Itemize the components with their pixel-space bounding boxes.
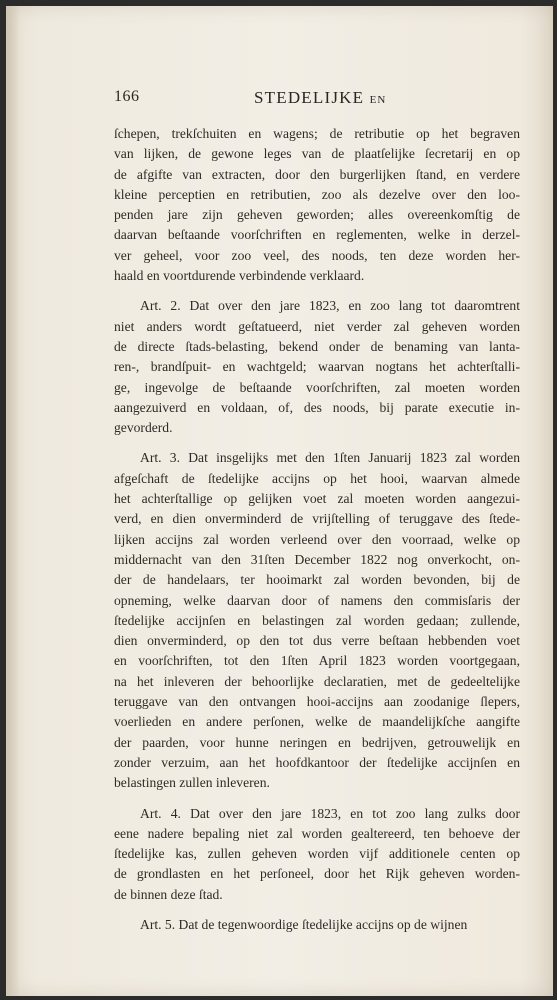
paragraph <box>114 804 520 905</box>
text-line: haald en voortdurende verbindende verklaard. <box>114 268 365 284</box>
page-gutter-shadow <box>6 6 20 996</box>
text-line: de binnen deze ſtad. <box>114 886 223 902</box>
paragraph-gap <box>114 286 520 296</box>
text-line: Art. 5. Dat de tegenwoordige ſtedelijke accijns op de wijnen <box>140 916 468 932</box>
page-header <box>114 88 494 110</box>
text-line: belastingen zullen inleveren. <box>114 775 270 791</box>
text-line: der paarden, voor hunne neringen en bedrijven, getrouwelijk en <box>114 734 520 750</box>
text-line: Art. 4. Dat over den jare 1823, en tot zoo lang zulks door <box>140 805 520 821</box>
text-line: kleine perceptien en retributien, zoo als dezelve over den loo- <box>114 186 520 202</box>
text-line: opneming, welke daarvan door of namens den commisſaris der <box>114 592 520 608</box>
text-line: de afgifte van extracten, door den burgerlijken ſtand, en verdere <box>114 166 520 182</box>
text-line: na het inleveren der behoorlijke declaratien, met de gedeeltelijke <box>114 673 520 689</box>
text-line: lijken accijns zal worden verleend over den voorraad, welke op <box>114 531 520 547</box>
paragraph <box>114 915 520 935</box>
text-line: penden jare zijn geheven geworden; alles overeenkomſtig de <box>114 207 520 223</box>
paragraph-gap <box>114 905 520 915</box>
text-line: afgeſchaft de ſtedelijke accijns op het hooi, waarvan almede <box>114 470 520 486</box>
text-line: niet anders wordt geſtatueerd, niet verder zal geheven worden <box>114 318 520 334</box>
text-line: verd, en dien onverminderd de vrijſtelling of teruggave des ſtede- <box>114 511 520 527</box>
paragraph-gap <box>114 438 520 448</box>
text-line: ren-, brandſpuit- en wachtgeld; waarvan nogtans het achterſtalli- <box>114 359 520 375</box>
text-line: teruggave van den ontvangen hooi-accijns aan zoodanige ſlepers, <box>114 694 520 710</box>
text-line: en voorſchriften, tot den 1ſten April 1823 worden voortgegaan, <box>114 653 520 669</box>
paragraph <box>114 448 520 793</box>
text-line: der de handelaars, ter hooimarkt zal worden bevonden, bij de <box>114 572 520 588</box>
text-line: de directe ſtads-belasting, bekend onder de benaming van lanta- <box>114 338 520 354</box>
paragraph <box>114 296 520 438</box>
paragraph <box>114 124 520 286</box>
text-line: de grondlasten en het perſoneel, door het Rijk geheven worden- <box>114 866 520 882</box>
text-line: ſchepen, trekſchuiten en wagens; de retributie op het begraven <box>114 126 520 141</box>
text-line: van lijken, de gewone leges van de plaatſelijke ſecretarij en op <box>114 146 520 162</box>
paragraph-gap <box>114 794 520 804</box>
running-title <box>254 88 386 108</box>
text-line: dien onverminderd, op den tot dus verre beſtaan hebbenden voet <box>114 633 520 649</box>
text-line: Art. 2. Dat over den jare 1823, en zoo lang tot daaromtrent <box>140 298 520 314</box>
text-line: ge, ingevolge de beſtaande voorſchriften, zal moeten worden <box>114 379 520 395</box>
text-line: ſtedelijke kas, zullen geheven worden vijf additionele centen op <box>114 846 520 862</box>
text-line: middernacht van den 31ſten December 1822 nog onverkocht, on- <box>114 551 520 567</box>
text-line: voerlieden en andere perſonen, welke de maandelijkſche aangifte <box>114 714 520 730</box>
text-line: ver geheel, voor zoo veel, des noods, ten deze worden her- <box>114 247 520 263</box>
text-line: eene nadere bepaling niet zal worden gealtereerd, ten behoeve der <box>114 825 520 841</box>
text-line: gevorderd. <box>114 420 173 436</box>
text-line: aangezuiverd en voldaan, of, des noods, bij parate executie in- <box>114 399 520 415</box>
page-number: 166 <box>114 88 140 105</box>
running-title-small: EN <box>369 94 387 106</box>
text-line: ſtedelijke accijnſen en belastingen zal worden gedaan; zullende, <box>114 612 520 628</box>
page-body-text <box>114 124 520 935</box>
book-page <box>6 6 553 996</box>
text-line: daarvan beſtaande voorſchriften en reglementen, welke in derzel- <box>114 227 520 243</box>
running-title-main: STEDELIJKE <box>254 88 365 107</box>
text-line: zonder verzuim, aan het hoofdkantoor der ſtedelijke accijnſen en <box>114 754 520 770</box>
text-line: het achterſtallige op gelijken voet zal moeten worden aangezui- <box>114 491 520 507</box>
text-line: Art. 3. Dat insgelijks met den 1ſten Januarij 1823 zal worden <box>140 450 520 466</box>
